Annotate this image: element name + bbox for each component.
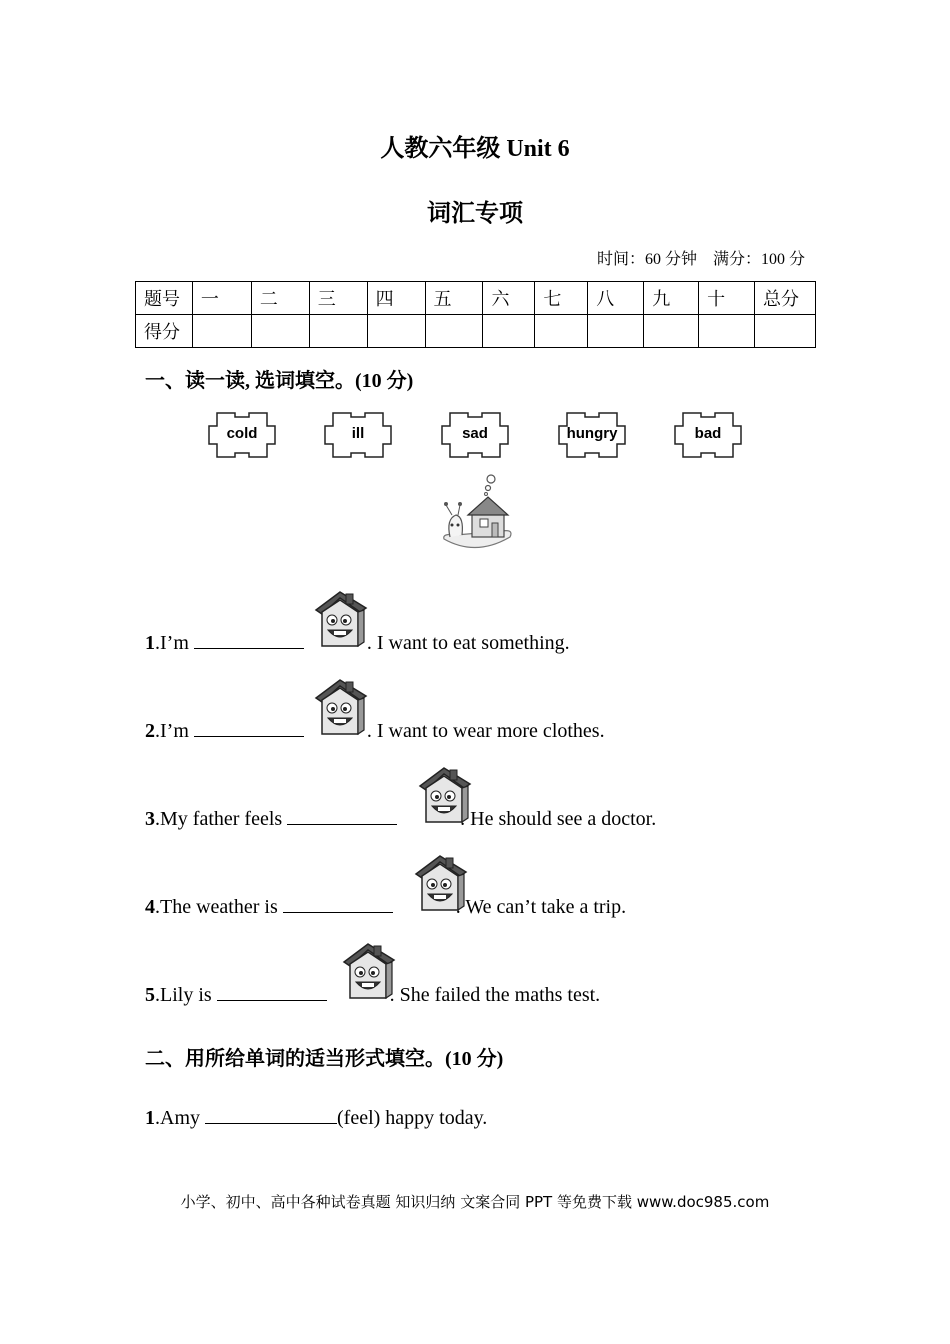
word-box [673,412,743,458]
question-text: . He should see a doctor. [460,808,657,830]
table-cell: 十 [699,282,755,315]
word-option: hungry [566,425,618,442]
table-cell: 三 [309,282,367,315]
section-2-heading: 二、用所给单词的适当形式填空。(10 分) [145,1048,504,1070]
table-cell: 总分 [755,282,816,315]
question-text: .I’m [155,632,194,654]
page-subtitle: 词汇专项 [427,201,523,227]
word-option: cold [226,425,258,442]
table-cell: 四 [367,282,425,315]
question-text: .My father feels [155,808,288,830]
table-cell: 题号 [136,282,193,315]
table-cell: 一 [192,282,251,315]
word-box [323,412,393,458]
answer-blank[interactable] [194,718,304,737]
question-text: . We can’t take a trip. [455,896,627,918]
score-cell[interactable] [755,315,816,348]
score-cell[interactable] [483,315,535,348]
time-label: 时间：60 分钟 [596,251,697,268]
answer-blank[interactable] [287,806,397,825]
question-item [145,982,600,1007]
score-cell[interactable] [367,315,425,348]
full-score-label: 满分：100 分 [712,251,805,268]
table-cell: 八 [588,282,644,315]
score-cell[interactable] [644,315,699,348]
exam-meta [597,246,805,269]
word-box [557,412,627,458]
page-footer: 小学、初中、高中各种试卷真题 知识归纳 文案合同 PPT 等免费下载 www.doc985.com [180,1193,770,1211]
table-cell: 六 [483,282,535,315]
page-title: 人教六年级 Unit 6 [380,136,570,162]
score-cell[interactable] [588,315,644,348]
question-item [145,718,605,743]
table-cell: 得分 [136,315,193,348]
word-option: ill [351,425,365,442]
question-number: 1 [145,1107,155,1129]
snail-house-icon [436,473,518,555]
answer-blank[interactable] [283,894,393,913]
question-text: . She failed the maths test. [389,984,601,1006]
score-cell[interactable] [192,315,251,348]
question-number: 1 [145,632,155,654]
question-text: .The weather is [155,896,283,918]
table-cell: 九 [644,282,699,315]
score-cell[interactable] [309,315,367,348]
word-option: bad [694,425,722,442]
score-table [135,281,816,348]
score-cell[interactable] [699,315,755,348]
question-item [145,894,626,919]
word-option: sad [462,425,488,442]
question-number: 3 [145,808,155,830]
answer-blank[interactable] [194,630,304,649]
question-item [145,806,656,831]
question-text: .Amy [155,1107,205,1129]
section-1-heading: 一、读一读, 选词填空。(10 分) [145,370,414,392]
score-table-score-row [136,315,816,348]
word-box [440,412,510,458]
question-item [145,1105,487,1130]
question-text: . I want to wear more clothes. [366,720,605,742]
question-text: . I want to eat something. [366,632,570,654]
question-text: .I’m [155,720,194,742]
answer-blank[interactable] [217,982,327,1001]
question-text: .Lily is [155,984,217,1006]
table-cell: 五 [425,282,483,315]
score-cell[interactable] [535,315,588,348]
score-cell[interactable] [425,315,483,348]
score-table-header-row [136,282,816,315]
question-number: 4 [145,896,155,918]
table-cell: 二 [251,282,309,315]
answer-blank[interactable] [205,1105,337,1124]
question-number: 2 [145,720,155,742]
table-cell: 七 [535,282,588,315]
word-box [207,412,277,458]
question-item [145,630,570,655]
question-number: 5 [145,984,155,1006]
score-cell[interactable] [251,315,309,348]
question-text: (feel) happy today. [337,1107,488,1129]
